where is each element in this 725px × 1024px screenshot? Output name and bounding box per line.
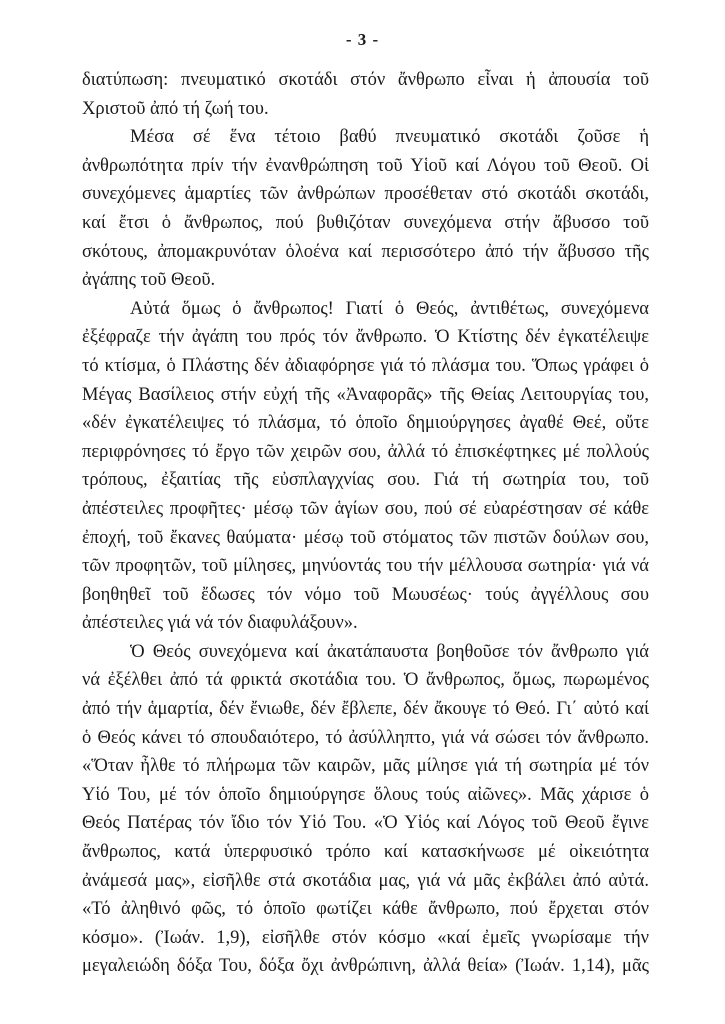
text-line: μεγαλειώδη δόξα Του, δόξα ὄχι ἀνθρώπινη, ἀλλά θεία» (Ἰωάν. 1,14), μᾶς [82,956,649,977]
text-line: ἄνθρωπος, κατά ὑπερφυσικό τρόπο καί κατασκήνωσε μέ οἰκειότητα [82,842,649,863]
text-line: Μέγας Βασίλειος στήν εὐχή τῆς «Ἀναφορᾶς» τῆς Θείας Λειτουργίας του, [82,384,649,405]
text-line: ἐποχή, τοῦ ἔκανες θαύματα· μέσῳ τοῦ στόματος τῶν πιστῶν δούλων σου, [82,527,649,548]
text-line: καί ἔτσι ὁ ἄνθρωπος, πού βυθιζόταν συνεχόμενα στήν ἄβυσσο τοῦ [82,212,649,233]
text-line: τό κτίσμα, ὁ Πλάστης δέν ἀδιαφόρησε γιά τό πλάσμα του. Ὅπως γράφει ὁ [82,355,649,376]
text-line: «Ὅταν ἦλθε τό πλήρωμα τῶν καιρῶν, μᾶς μίλησε γιά τή σωτηρία μέ τόν [82,756,649,777]
text-line: συνεχόμενες ἁμαρτίες τῶν ἀνθρώπων προσέθεταν στό σκοτάδι σκοτάδι, [82,184,649,205]
text-line: τρόπους, ἐξαιτίας τῆς εὐσπλαγχνίας σου. Γιά τή σωτηρία του, τοῦ [82,470,649,491]
text-line: Χριστοῦ ἀπό τή ζωή του. [82,98,269,119]
text-line: Θεός Πατέρας τόν ἴδιο τόν Υἱό Του. «Ὁ Υἱός καί Λόγος τοῦ Θεοῦ ἔγινε [82,813,649,834]
text-line: Μέσα σέ ἕνα τέτοιο βαθύ πνευματικό σκοτάδι ζοῦσε ἡ [130,127,649,148]
paragraph [82,66,649,123]
text-line: ἀπό τήν ἁμαρτία, δέν ἔνιωθε, δέν ἔβλεπε, δέν ἄκουγε τό Θεό. Γι΄ αὐτό καί [82,699,649,720]
text-line: Υἱό Του, μέ τόν ὁποῖο δημιούργησε ὅλους τούς αἰῶνες». Μᾶς χάρισε ὁ [82,784,649,805]
text-line: τῶν προφητῶν, τοῦ μίλησες, μηνύοντάς του τήν μέλλουσα σωτηρία· γιά νά [82,556,649,577]
paragraph [82,638,649,981]
document-body [82,66,649,981]
text-line: Αὐτά ὅμως ὁ ἄνθρωπος! Γιατί ὁ Θεός, ἀντιθέτως, συνεχόμενα [130,298,649,319]
text-line: ἀγάπης τοῦ Θεοῦ. [82,270,216,291]
page-number: - 3 - [345,30,380,49]
text-line: ὁ Θεός κάνει τό σπουδαιότερο, τό ἀσύλληπτο, γιά νά σώσει τόν ἄνθρωπο. [82,727,649,748]
text-line: περιφρόνησες τό ἔργο τῶν χειρῶν σου, ἀλλά τό ἐπισκέφτηκες μέ πολλούς [82,441,649,462]
text-line: Ὁ Θεός συνεχόμενα καί ἀκατάπαυστα βοηθοῦσε τόν ἄνθρωπο γιά [130,641,649,662]
text-line: ἐξέφραζε τήν ἀγάπη του πρός τόν ἄνθρωπο. Ὁ Κτίστης δέν ἐγκατέλειψε [82,327,649,348]
text-line: «Τό ἀληθινό φῶς, τό ὁποῖο φωτίζει κάθε ἄνθρωπο, πού ἔρχεται στόν [82,899,649,920]
text-line: «δέν ἐγκατέλειψες τό πλάσμα, τό ὁποῖο δημιούργησες ἀγαθέ Θεέ, οὔτε [82,413,649,434]
text-line: ἀπέστειλες γιά νά τόν διαφυλάξουν». [82,613,358,634]
paragraph [82,295,649,638]
text-line: ἀπέστειλες προφῆτες· μέσῳ τῶν ἁγίων σου, πού σέ εὐαρέστησαν σέ κάθε [82,498,649,519]
text-line: βοηθηθεῖ τοῦ ἔδωσες τόν νόμο τοῦ Μωυσέως· τούς ἀγγέλλους σου [82,584,649,605]
text-line: νά ἐξέλθει ἀπό τά φρικτά σκοτάδια του. Ὁ ἄνθρωπος, ὅμως, πωρωμένος [82,670,649,691]
text-line: ἀνάμεσά μας», εἰσῆλθε στά σκοτάδια μας, γιά νά μᾶς ἐκβάλει ἀπό αὐτά. [82,870,649,891]
paragraph [82,123,649,295]
text-line: διατύπωση: πνευματικό σκοτάδι στόν ἄνθρωπο εἶναι ἡ ἀπουσία τοῦ [82,70,649,90]
text-line: ἀνθρωπότητα πρίν τήν ἐνανθρώπηση τοῦ Υἱοῦ καί Λόγου τοῦ Θεοῦ. Οἱ [82,155,649,176]
text-line: κόσμο». (Ἰωάν. 1,9), εἰσῆλθε στόν κόσμο «καί ἐμεῖς γνωρίσαμε τήν [82,927,649,948]
text-line: σκότους, ἀπομακρυνόταν ὁλοένα καί περισσότερο ἀπό τήν ἄβυσσο τῆς [82,241,649,262]
